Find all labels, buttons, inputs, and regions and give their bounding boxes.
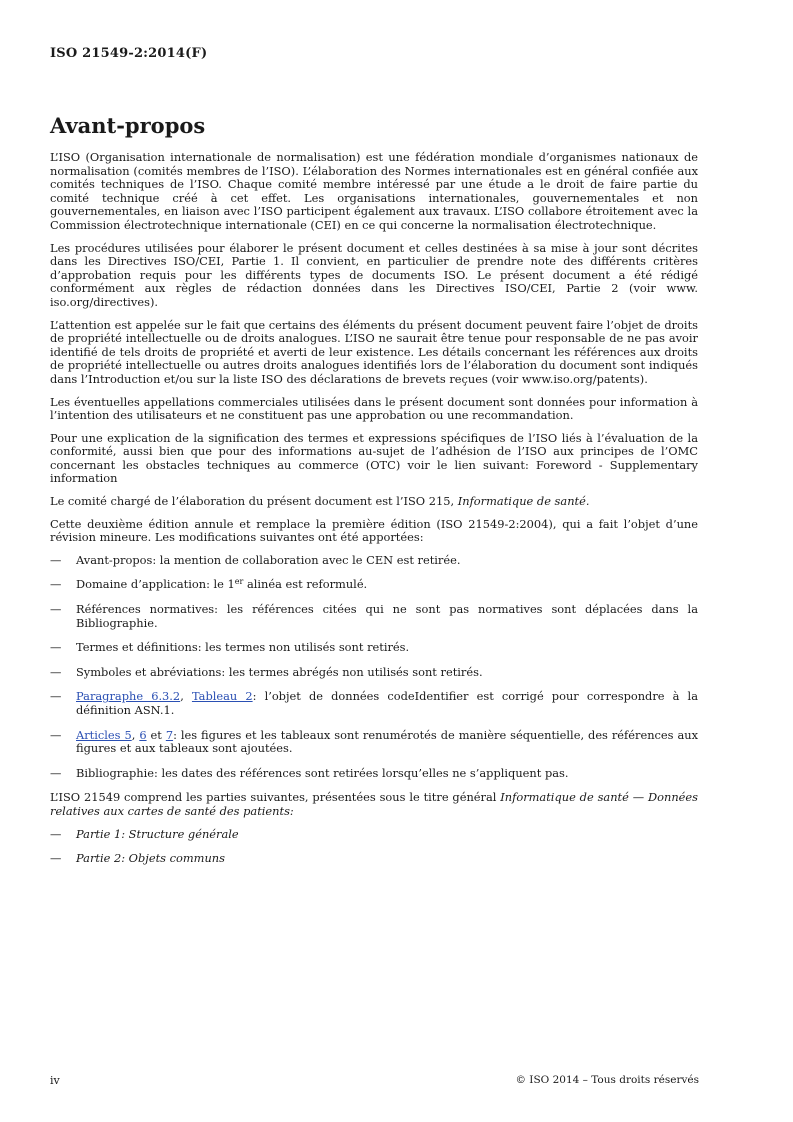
parts-general-title: Informatique de santé — Données relatives aux cartes de santé des patients: (50, 790, 698, 818)
list-item (50, 603, 698, 630)
list-item (50, 852, 698, 866)
copyright-notice: © ISO 2014 – Tous droits réservés (515, 1074, 699, 1086)
list-item (50, 767, 698, 781)
list-item (50, 690, 698, 717)
paragraph-parts (50, 791, 698, 818)
change-renumbering (76, 729, 698, 756)
list-item (50, 828, 698, 842)
paragraph-conformity: Pour une explication de la signification des termes et expressions spécifiques de l’ISO liés à l’évaluation de la conformité, aussi bien que pour des informations au-sujet de l’adhésion de l’ISO aux principes de l’OMC concernant les obstacles techniques au commerce (OTC) voir le lien suivant: Foreword - Supplementary information (50, 430, 698, 486)
list-item (50, 641, 698, 655)
change-scope-suffix: alinéa est reformulé. (243, 577, 368, 592)
change-scope-text: Domaine d’application: le 1 (76, 577, 235, 592)
paragraph-trade-names: Les éventuelles appellations commerciales utilisées dans le présent document sont données pour information à l’intention des utilisateurs et ne constituent pas une approbation ou une recommandation. (50, 394, 698, 423)
list-item (50, 554, 698, 568)
change-scope (76, 578, 698, 592)
paragraph-committee (50, 495, 698, 509)
link-articles-5[interactable]: Articles 5 (76, 727, 132, 742)
change-normative-refs: Références normatives: les références citées qui ne sont pas normatives sont déplacées dans la Bibliographie. (76, 602, 698, 630)
list-item (50, 666, 698, 680)
dash-mark: — (50, 640, 62, 655)
dash-mark: — (50, 765, 62, 780)
link-tableau-2[interactable]: Tableau 2 (191, 689, 253, 704)
dash-mark: — (50, 552, 62, 567)
dash-mark: — (50, 851, 62, 866)
paragraph-iso-intro: L’ISO (Organisation internationale de normalisation) est une fédération mondiale d’organismes nationaux de normalisation (comités membres de l’ISO). L’élaboration des Normes internationales est en général confiée aux comités techniques de l’ISO. Chaque comité membre intéressé par une étude a le droit de faire partie du comité technique créé à cet effet. Les organisations internationales, gouvernementales et non gouvernementales, en liaison avec l’ISO participent également aux travaux. L’ISO collabore étroitement avec la Commission électrotechnique internationale (CEI) en ce qui concerne la normalisation électrotechnique. (50, 150, 698, 232)
dash-mark: — (50, 602, 62, 617)
change-foreword: Avant-propos: la mention de collaboration avec le CEN est retirée. (76, 552, 461, 567)
page-title: Avant-propos (50, 113, 206, 138)
change-codeidentifier (76, 690, 698, 717)
part-2-title: Partie 2: Objets communs (76, 851, 225, 866)
committee-text: Le comité chargé de l’élaboration du présent document est l’ISO 215, (50, 494, 458, 509)
paragraph-edition: Cette deuxième édition annule et remplace la première édition (ISO 21549-2:2004), qui a fait l’objet d’une révision mineure. Les modifications suivantes ont été apportées: (50, 516, 698, 545)
list-item (50, 729, 698, 756)
dash-mark: — (50, 727, 62, 742)
change-bibliography: Bibliographie: les dates des références sont retirées lorsqu’elles ne s’appliquent pas. (76, 765, 569, 780)
page-number: iv (50, 1074, 60, 1087)
link-article-7[interactable]: 7 (165, 727, 174, 742)
separator: , (180, 689, 192, 704)
paragraph-patent-rights: L’attention est appelée sur le fait que certains des éléments du présent document peuvent faire l’objet de droits de propriété intellectuelle ou de droits analogues. L’ISO ne saurait être tenue pour responsable de ne pas avoir identifié de tels droits de propriété et averti de leur existence. Les détails concernant les références aux droits de propriété intellectuelle ou autres droits analogues identifiés lors de l’élaboration du document sont indiqués dans l’Introduction et/ou sur la liste ISO des déclarations de brevets reçues (voir www.iso.org/patents). (50, 317, 698, 386)
list-item (50, 578, 698, 592)
change-terms: Termes et définitions: les termes non utilisés sont retirés. (76, 640, 410, 655)
superscript-er: er (234, 577, 244, 587)
link-paragraphe-6-3-2[interactable]: Paragraphe 6.3.2 (76, 689, 181, 704)
foreword-body (50, 151, 698, 877)
committee-name: Informatique de santé. (457, 494, 590, 509)
dash-mark: — (50, 689, 62, 704)
part-1-title: Partie 1: Structure générale (76, 826, 239, 841)
dash-mark: — (50, 826, 62, 841)
dash-mark: — (50, 577, 62, 592)
link-article-6[interactable]: 6 (139, 727, 147, 742)
change-codeidentifier-text: : l’objet de données codeIdentifier est corrigé pour correspondre à la définition ASN.1. (76, 689, 698, 717)
change-symbols: Symboles et abréviations: les termes abrégés non utilisés sont retirés. (76, 664, 483, 679)
change-renumbering-text: : les figures et les tableaux sont renumérotés de manière séquentielle, des références aux figures et aux tableaux sont ajoutées. (76, 727, 699, 756)
separator: , (131, 727, 140, 742)
document-id-header: ISO 21549-2:2014(F) (50, 46, 208, 61)
paragraph-procedures: Les procédures utilisées pour élaborer le présent document et celles destinées à sa mise à jour sont décrites dans les Directives ISO/CEI, Partie 1. Il convient, en particulier de prendre note des différents critères d’approbation requis pour les différents types de documents ISO. Le présent document a été rédigé conformément aux règles de rédaction données dans les Directives ISO/CEI, Partie 2 (voir www. iso.org/directives). (50, 240, 698, 309)
parts-intro-text: L’ISO 21549 comprend les parties suivantes, présentées sous le titre général (50, 790, 501, 805)
separator: et (146, 727, 166, 742)
dash-mark: — (50, 664, 62, 679)
